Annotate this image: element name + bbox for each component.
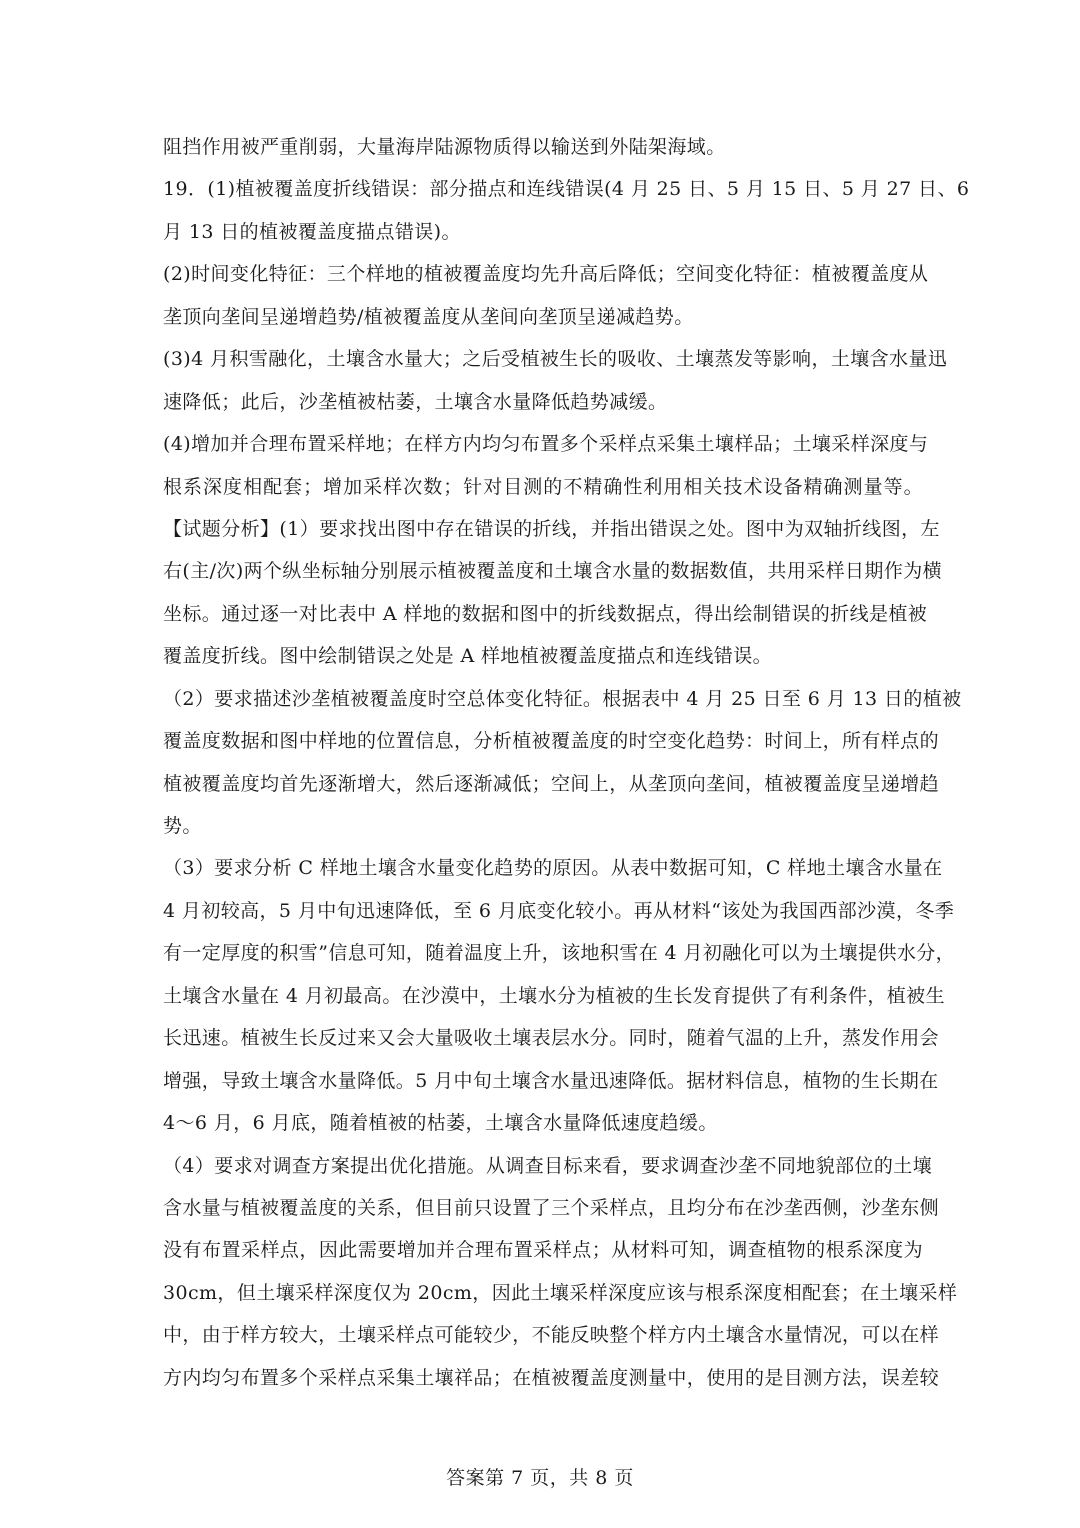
answer-text-body <box>163 135 970 1408</box>
text-line: 增强，导致土壤含水量降低。5 月中旬土壤含水量迅速降低。据材料信息，植物的生长期在 <box>163 1069 939 1092</box>
text-line: 土壤含水量在 4 月初最高。在沙漠中，土壤水分为植被的生长发育提供了有利条件，植被生 <box>163 984 945 1007</box>
text-line: 4～6 月，6 月底，随着植被的枯萎，土壤含水量降低速度趋缓。 <box>163 1112 718 1135</box>
text-line: 速降低；此后，沙垄植被枯萎，土壤含水量降低趋势减缓。 <box>163 390 668 413</box>
text-line: 坐标。通过逐一对比表中 A 样地的数据和图中的折线数据点，得出绘制错误的折线是植被 <box>163 602 928 625</box>
text-line: 中，由于样方较大，土壤采样点可能较少，不能反映整个样方内土壤含水量情况，可以在样 <box>163 1324 940 1347</box>
text-line: 没有布置采样点，因此需要增加并合理布置采样点；从材料可知，调查植物的根系深度为 <box>163 1239 923 1262</box>
text-line: (3)4 月积雪融化，土壤含水量大；之后受植被生长的吸收、土壤蒸发等影响，土壤含水量迅 <box>163 348 948 371</box>
page-footer: 答案第 7 页，共 8 页 <box>446 1467 634 1489</box>
text-line: 根系深度相配套；增加采样次数；针对目测的不精确性利用相关技术设备精确测量等。 <box>163 475 923 498</box>
text-line: 方内均匀布置多个采样点采集土壤祥品；在植被覆盖度测量中，使用的是目测方法，误差较 <box>163 1366 940 1389</box>
text-line: 19．(1)植被覆盖度折线错误：部分描点和连线错误(4 月 25 日、5 月 15 日、5 月 27 日、6 <box>163 178 970 201</box>
text-line: （3）要求分析 C 样地土壤含水量变化趋势的原因。从表中数据可知，C 样地土壤含水量在 <box>163 857 943 880</box>
text-line: 月 13 日的植被覆盖度描点错误)。 <box>163 220 461 243</box>
text-line: （4）要求对调查方案提出优化措施。从调查目标来看，要求调查沙垄不同地貌部位的土壤 <box>163 1154 933 1177</box>
text-line: 势。 <box>163 815 202 837</box>
text-line: 覆盖度折线。图中绘制错误之处是 A 样地植被覆盖度描点和连线错误。 <box>163 645 773 668</box>
text-line: 右(主/次)两个纵坐标轴分别展示植被覆盖度和土壤含水量的数据数值，共用采样日期作为横 <box>163 560 943 583</box>
text-line: 含水量与植被覆盖度的关系，但目前只设置了三个采样点，且均分布在沙垄西侧，沙垄东侧 <box>163 1196 940 1219</box>
text-line: (2)时间变化特征：三个样地的植被覆盖度均先升高后降低；空间变化特征：植被覆盖度从 <box>163 263 929 286</box>
text-line: 覆盖度数据和图中样地的位置信息，分析植被覆盖度的时空变化趋势：时间上，所有样点的 <box>163 730 940 753</box>
text-line: 阻挡作用被严重削弱，大量海岸陆源物质得以输送到外陆架海域。 <box>163 136 726 158</box>
text-line: 【试题分析】(1）要求找出图中存在错误的折线，并指出错误之处。图中为双轴折线图，左 <box>163 517 940 540</box>
text-line: 有一定厚度的积雪”信息可知，随着温度上升，该地积雪在 4 月初融化可以为土壤提供水分， <box>163 942 956 965</box>
text-line: (4)增加并合理布置采样地；在样方内均匀布置多个采样点采集土壤样品；土壤采样深度与 <box>163 433 929 456</box>
text-line: 长迅速。植被生长反过来又会大量吸收土壤表层水分。同时，随着气温的上升，蒸发作用会 <box>163 1027 940 1050</box>
text-line: 垄顶向垄间呈递增趋势/植被覆盖度从垄间向垄顶呈递减趋势。 <box>163 305 694 328</box>
text-line: 植被覆盖度均首先逐渐增大，然后逐渐减低；空间上，从垄顶向垄间，植被覆盖度呈递增趋 <box>163 772 940 795</box>
text-line: 4 月初较高，5 月中旬迅速降低，至 6 月底变化较小。再从材料“该处为我国西部沙漠，冬季 <box>163 899 955 922</box>
text-line: 30cm，但土壤采样深度仅为 20cm，因此土壤采样深度应该与根系深度相配套；在土壤采样 <box>163 1281 958 1304</box>
text-line: （2）要求描述沙垄植被覆盖度时空总体变化特征。根据表中 4 月 25 日至 6 月 13 日的植被 <box>163 687 962 710</box>
